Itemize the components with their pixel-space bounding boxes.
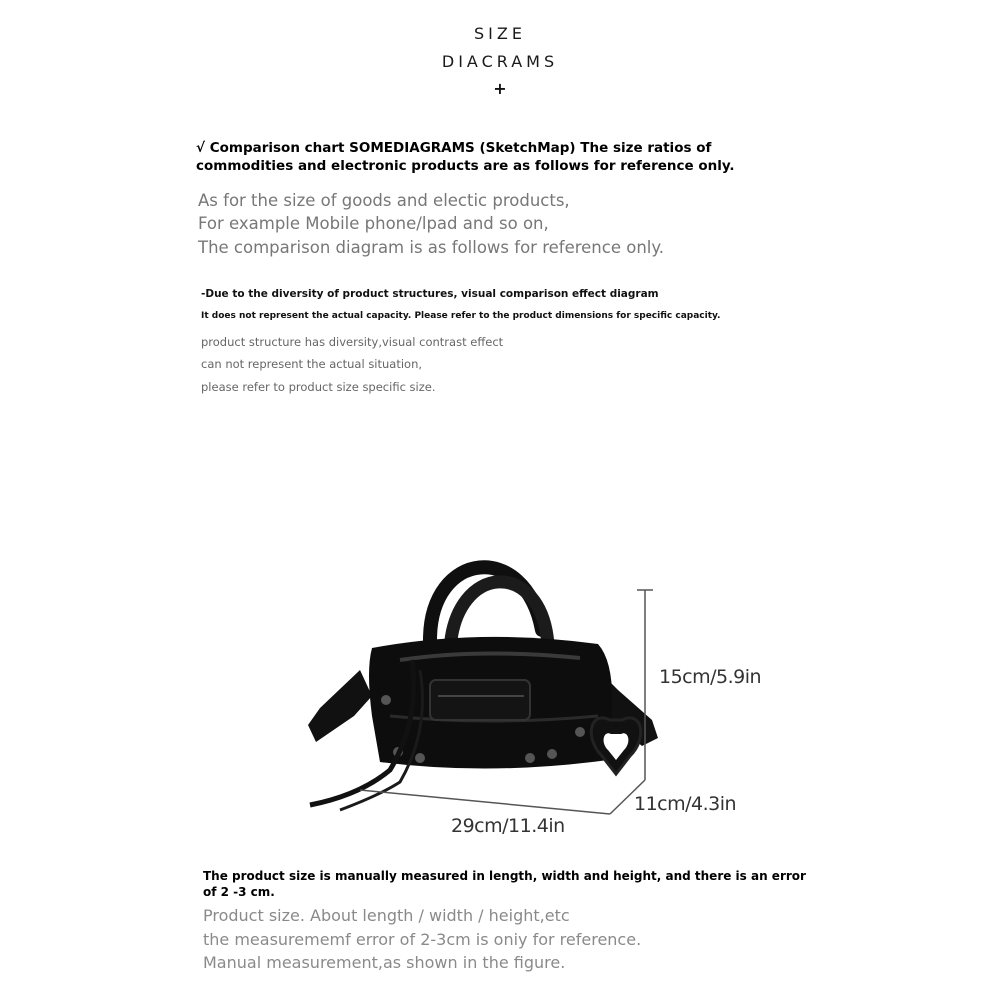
height-dimension-label: 15cm/5.9in [659, 666, 762, 688]
strap-left [308, 670, 372, 742]
notice-line: please refer to product size specific size. [201, 380, 436, 394]
notice-bold-line: -Due to the diversity of product structures, visual comparison effect diagram [201, 288, 659, 300]
notice-bold-line: It does not represent the actual capacity. Please refer to the product dimensions for specific capacity. [201, 311, 721, 321]
front-zip-pocket [430, 680, 530, 720]
width-dimension-label: 29cm/11.4in [451, 815, 565, 837]
header-title-line2: DIACRAMS [441, 52, 559, 71]
footer-line: Manual measurement,as shown in the figure. [203, 953, 566, 972]
footer-bold-note: The product size is manually measured in length, width and height, and there is an error of 2 -3 cm. [203, 869, 806, 899]
header-title-line1: SIZE [474, 24, 526, 43]
footer-line: the measurememf error of 2-3cm is oniy for reference. [203, 930, 642, 949]
comparison-line: As for the size of goods and electic products, [198, 191, 570, 210]
width-dimension-line [360, 790, 610, 814]
header-plus-icon: + [493, 79, 507, 98]
footer-line: Product size. About length / width / height,etc [203, 906, 570, 925]
notice-line: can not represent the actual situation, [201, 357, 423, 371]
handbag-illustration [280, 520, 680, 820]
comparison-line: The comparison diagram is as follows for reference only. [198, 238, 665, 257]
notice-line: product structure has diversity,visual contrast effect [201, 335, 504, 349]
depth-dimension-label: 11cm/4.3in [634, 793, 737, 815]
comparison-line: For example Mobile phone/lpad and so on, [198, 214, 549, 233]
comparison-title: √ Comparison chart SOMEDIAGRAMS (SketchMap) The size ratios of commodities and electronic products are as follows for reference only. [196, 140, 735, 174]
